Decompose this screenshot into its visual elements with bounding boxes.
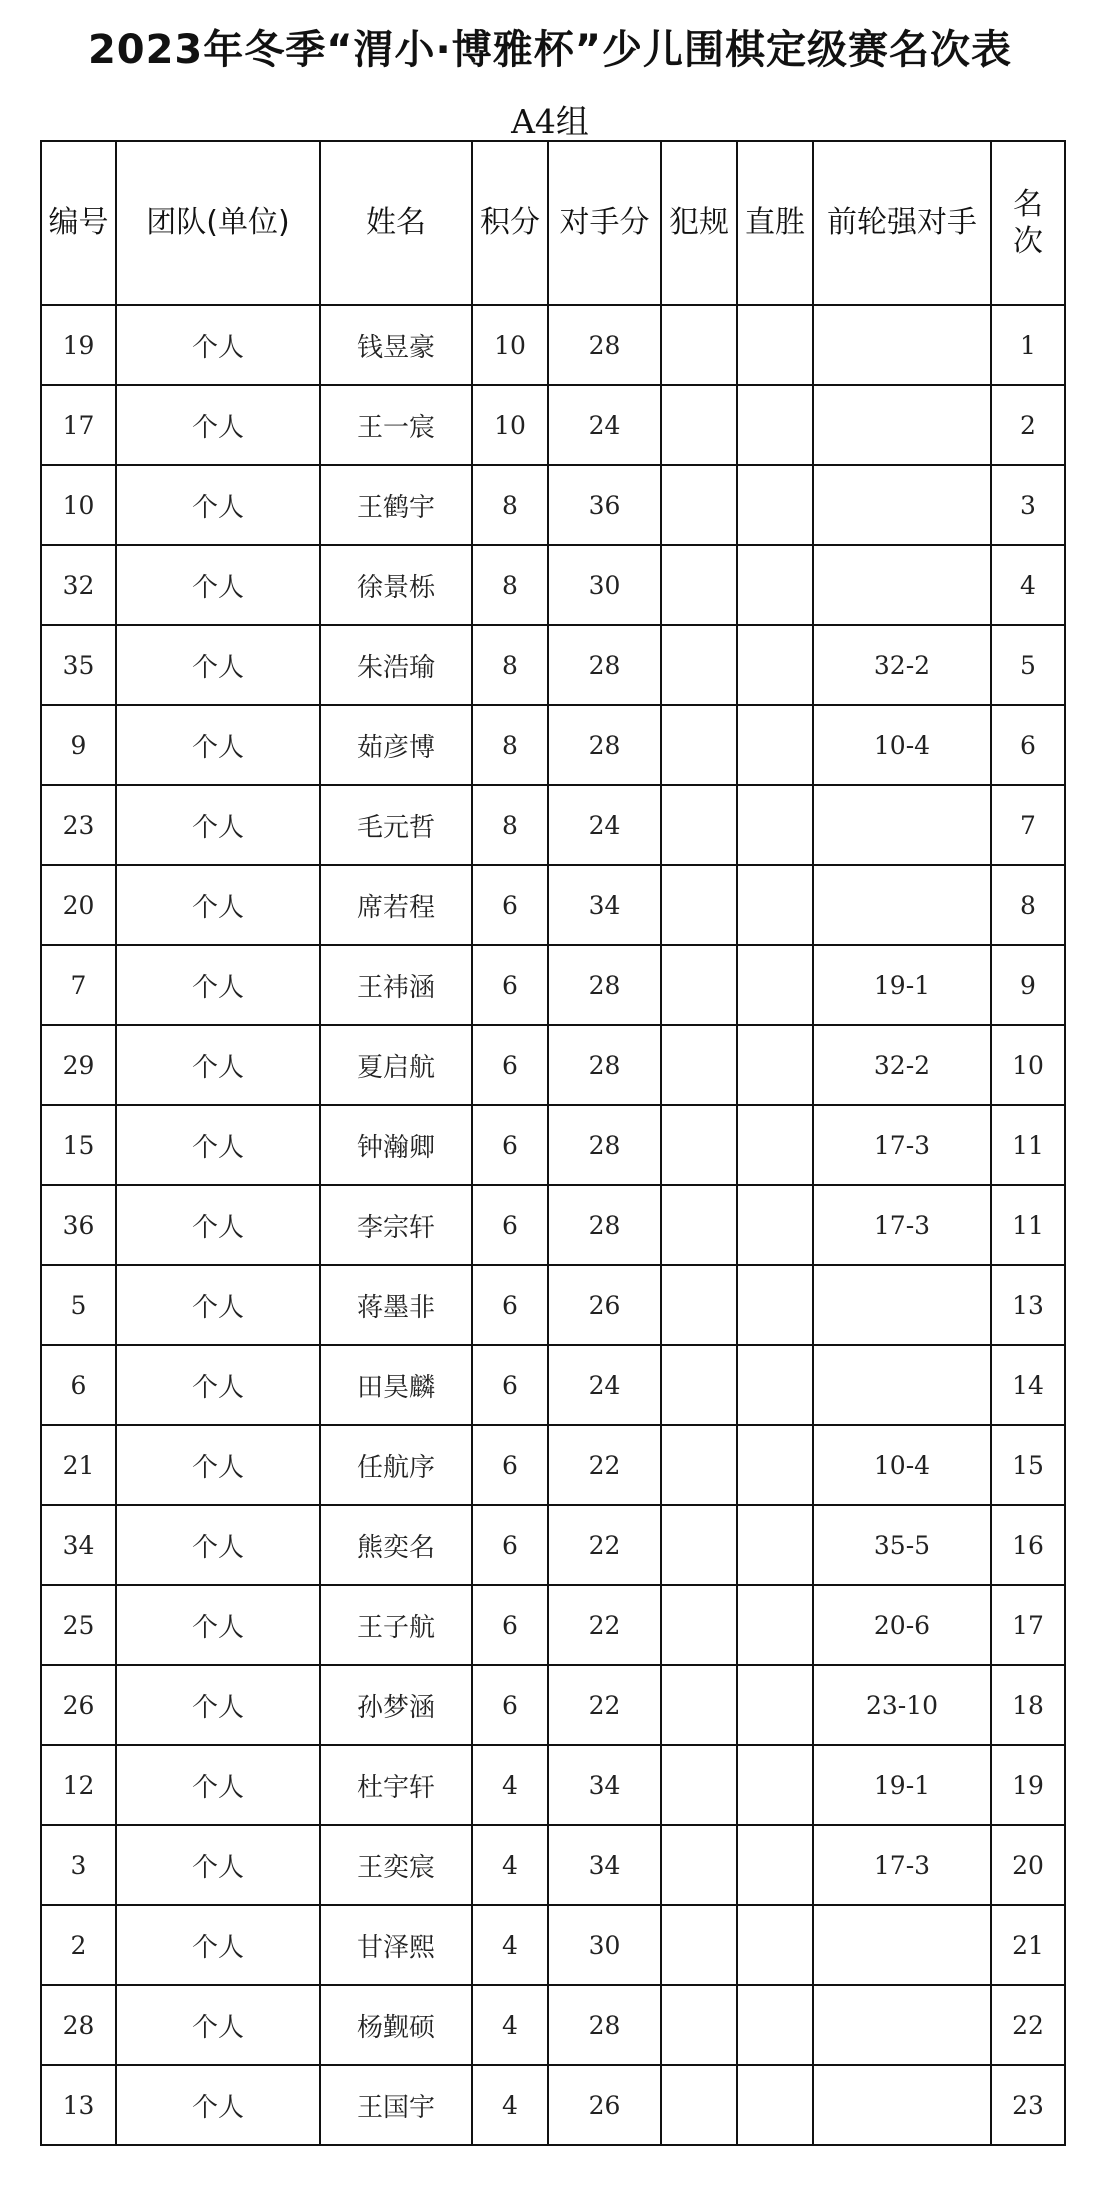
cell-team: 个人 bbox=[116, 465, 320, 545]
cell-score: 6 bbox=[472, 1185, 548, 1265]
cell-foul bbox=[661, 385, 737, 465]
cell-prev-strong: 10-4 bbox=[813, 1425, 991, 1505]
table-row bbox=[41, 1025, 1065, 1105]
cell-id: 2 bbox=[41, 1905, 116, 1985]
cell-prev-strong: 10-4 bbox=[813, 705, 991, 785]
cell-name: 李宗轩 bbox=[320, 1185, 472, 1265]
table-row bbox=[41, 305, 1065, 385]
cell-foul bbox=[661, 1265, 737, 1345]
cell-direct-win bbox=[737, 1185, 813, 1265]
cell-prev-strong: 17-3 bbox=[813, 1185, 991, 1265]
cell-direct-win bbox=[737, 1825, 813, 1905]
standings-table bbox=[40, 140, 1066, 2146]
cell-prev-strong: 32-2 bbox=[813, 625, 991, 705]
cell-foul bbox=[661, 465, 737, 545]
cell-score: 4 bbox=[472, 1745, 548, 1825]
cell-foul bbox=[661, 1025, 737, 1105]
cell-team: 个人 bbox=[116, 1905, 320, 1985]
col-header-direct-win: 直胜 bbox=[737, 141, 813, 305]
col-header-team: 团队(单位) bbox=[116, 141, 320, 305]
cell-team: 个人 bbox=[116, 1185, 320, 1265]
cell-score: 6 bbox=[472, 1505, 548, 1585]
cell-rank: 11 bbox=[991, 1185, 1065, 1265]
cell-prev-strong bbox=[813, 1345, 991, 1425]
table-row bbox=[41, 1905, 1065, 1985]
table-row bbox=[41, 945, 1065, 1025]
cell-id: 6 bbox=[41, 1345, 116, 1425]
cell-prev-strong bbox=[813, 545, 991, 625]
cell-id: 35 bbox=[41, 625, 116, 705]
cell-score: 8 bbox=[472, 705, 548, 785]
cell-prev-strong bbox=[813, 305, 991, 385]
table-row bbox=[41, 1505, 1065, 1585]
cell-foul bbox=[661, 1185, 737, 1265]
cell-direct-win bbox=[737, 1265, 813, 1345]
col-header-score: 积分 bbox=[472, 141, 548, 305]
cell-prev-strong bbox=[813, 1265, 991, 1345]
cell-name: 杜宇轩 bbox=[320, 1745, 472, 1825]
cell-score: 8 bbox=[472, 465, 548, 545]
cell-score: 4 bbox=[472, 2065, 548, 2145]
cell-score: 6 bbox=[472, 1585, 548, 1665]
cell-name: 夏启航 bbox=[320, 1025, 472, 1105]
cell-opp-score: 22 bbox=[548, 1665, 661, 1745]
cell-opp-score: 28 bbox=[548, 625, 661, 705]
cell-opp-score: 28 bbox=[548, 705, 661, 785]
cell-score: 8 bbox=[472, 785, 548, 865]
cell-direct-win bbox=[737, 1105, 813, 1185]
group-label: A4组 bbox=[511, 102, 589, 141]
cell-name: 杨觐硕 bbox=[320, 1985, 472, 2065]
table-row bbox=[41, 1265, 1065, 1345]
cell-name: 熊奕名 bbox=[320, 1505, 472, 1585]
cell-id: 26 bbox=[41, 1665, 116, 1745]
cell-direct-win bbox=[737, 865, 813, 945]
cell-id: 12 bbox=[41, 1745, 116, 1825]
cell-opp-score: 26 bbox=[548, 1265, 661, 1345]
cell-opp-score: 30 bbox=[548, 545, 661, 625]
cell-id: 20 bbox=[41, 865, 116, 945]
cell-team: 个人 bbox=[116, 305, 320, 385]
cell-direct-win bbox=[737, 1025, 813, 1105]
cell-team: 个人 bbox=[116, 1025, 320, 1105]
cell-name: 孙梦涵 bbox=[320, 1665, 472, 1745]
table-row bbox=[41, 1985, 1065, 2065]
cell-score: 10 bbox=[472, 385, 548, 465]
cell-name: 甘泽熙 bbox=[320, 1905, 472, 1985]
cell-direct-win bbox=[737, 1425, 813, 1505]
cell-foul bbox=[661, 1585, 737, 1665]
cell-foul bbox=[661, 625, 737, 705]
cell-id: 17 bbox=[41, 385, 116, 465]
standings-body bbox=[41, 305, 1065, 2145]
cell-opp-score: 34 bbox=[548, 865, 661, 945]
cell-name: 钱昱豪 bbox=[320, 305, 472, 385]
cell-prev-strong bbox=[813, 385, 991, 465]
cell-name: 任航序 bbox=[320, 1425, 472, 1505]
cell-prev-strong: 19-1 bbox=[813, 1745, 991, 1825]
table-row bbox=[41, 1345, 1065, 1425]
cell-score: 8 bbox=[472, 545, 548, 625]
cell-opp-score: 28 bbox=[548, 945, 661, 1025]
cell-opp-score: 22 bbox=[548, 1425, 661, 1505]
cell-team: 个人 bbox=[116, 1825, 320, 1905]
cell-team: 个人 bbox=[116, 1585, 320, 1665]
cell-rank: 22 bbox=[991, 1985, 1065, 2065]
cell-prev-strong: 23-10 bbox=[813, 1665, 991, 1745]
cell-id: 21 bbox=[41, 1425, 116, 1505]
cell-team: 个人 bbox=[116, 1105, 320, 1185]
cell-score: 6 bbox=[472, 1105, 548, 1185]
cell-score: 6 bbox=[472, 1025, 548, 1105]
cell-name: 朱浩瑜 bbox=[320, 625, 472, 705]
cell-name: 钟瀚卿 bbox=[320, 1105, 472, 1185]
table-row bbox=[41, 1585, 1065, 1665]
cell-team: 个人 bbox=[116, 2065, 320, 2145]
cell-opp-score: 24 bbox=[548, 385, 661, 465]
cell-id: 15 bbox=[41, 1105, 116, 1185]
cell-rank: 1 bbox=[991, 305, 1065, 385]
cell-direct-win bbox=[737, 1665, 813, 1745]
cell-team: 个人 bbox=[116, 1425, 320, 1505]
cell-id: 9 bbox=[41, 705, 116, 785]
cell-team: 个人 bbox=[116, 1745, 320, 1825]
cell-score: 6 bbox=[472, 1425, 548, 1505]
col-header-prev-strong: 前轮强对手 bbox=[813, 141, 991, 305]
cell-rank: 14 bbox=[991, 1345, 1065, 1425]
cell-direct-win bbox=[737, 2065, 813, 2145]
cell-team: 个人 bbox=[116, 545, 320, 625]
cell-rank: 10 bbox=[991, 1025, 1065, 1105]
cell-rank: 20 bbox=[991, 1825, 1065, 1905]
cell-rank: 23 bbox=[991, 2065, 1065, 2145]
cell-direct-win bbox=[737, 625, 813, 705]
cell-foul bbox=[661, 945, 737, 1025]
cell-name: 徐景栎 bbox=[320, 545, 472, 625]
header-row bbox=[41, 141, 1065, 305]
cell-score: 4 bbox=[472, 1985, 548, 2065]
cell-rank: 21 bbox=[991, 1905, 1065, 1985]
cell-name: 田昊麟 bbox=[320, 1345, 472, 1425]
cell-opp-score: 34 bbox=[548, 1825, 661, 1905]
cell-opp-score: 36 bbox=[548, 465, 661, 545]
table-row bbox=[41, 385, 1065, 465]
cell-prev-strong: 35-5 bbox=[813, 1505, 991, 1585]
cell-direct-win bbox=[737, 945, 813, 1025]
cell-rank: 16 bbox=[991, 1505, 1065, 1585]
table-row bbox=[41, 705, 1065, 785]
cell-prev-strong: 17-3 bbox=[813, 1825, 991, 1905]
cell-name: 王一宸 bbox=[320, 385, 472, 465]
cell-opp-score: 28 bbox=[548, 1025, 661, 1105]
cell-direct-win bbox=[737, 305, 813, 385]
cell-team: 个人 bbox=[116, 1665, 320, 1745]
cell-team: 个人 bbox=[116, 625, 320, 705]
cell-prev-strong bbox=[813, 2065, 991, 2145]
cell-name: 王子航 bbox=[320, 1585, 472, 1665]
cell-foul bbox=[661, 865, 737, 945]
cell-foul bbox=[661, 1345, 737, 1425]
cell-id: 10 bbox=[41, 465, 116, 545]
cell-id: 3 bbox=[41, 1825, 116, 1905]
cell-rank: 13 bbox=[991, 1265, 1065, 1345]
cell-foul bbox=[661, 2065, 737, 2145]
cell-rank: 9 bbox=[991, 945, 1065, 1025]
cell-name: 茹彦博 bbox=[320, 705, 472, 785]
cell-score: 6 bbox=[472, 945, 548, 1025]
cell-team: 个人 bbox=[116, 385, 320, 465]
cell-team: 个人 bbox=[116, 1985, 320, 2065]
cell-foul bbox=[661, 1745, 737, 1825]
cell-prev-strong bbox=[813, 465, 991, 545]
table-row bbox=[41, 2065, 1065, 2145]
cell-opp-score: 34 bbox=[548, 1745, 661, 1825]
cell-id: 25 bbox=[41, 1585, 116, 1665]
cell-score: 10 bbox=[472, 305, 548, 385]
cell-name: 王祎涵 bbox=[320, 945, 472, 1025]
cell-prev-strong bbox=[813, 865, 991, 945]
cell-score: 6 bbox=[472, 1265, 548, 1345]
cell-direct-win bbox=[737, 1745, 813, 1825]
cell-direct-win bbox=[737, 465, 813, 545]
cell-id: 7 bbox=[41, 945, 116, 1025]
col-header-id: 编号 bbox=[41, 141, 116, 305]
cell-direct-win bbox=[737, 1585, 813, 1665]
cell-foul bbox=[661, 1105, 737, 1185]
cell-opp-score: 24 bbox=[548, 785, 661, 865]
col-header-rank bbox=[991, 141, 1065, 305]
cell-team: 个人 bbox=[116, 705, 320, 785]
cell-id: 28 bbox=[41, 1985, 116, 2065]
cell-direct-win bbox=[737, 545, 813, 625]
cell-id: 5 bbox=[41, 1265, 116, 1345]
cell-direct-win bbox=[737, 1345, 813, 1425]
cell-rank: 6 bbox=[991, 705, 1065, 785]
cell-id: 36 bbox=[41, 1185, 116, 1265]
cell-direct-win bbox=[737, 1505, 813, 1585]
cell-rank: 3 bbox=[991, 465, 1065, 545]
cell-score: 4 bbox=[472, 1825, 548, 1905]
page-title: 2023年冬季“渭小·博雅杯”少儿围棋定级赛名次表 bbox=[87, 27, 1013, 73]
cell-foul bbox=[661, 1905, 737, 1985]
cell-prev-strong bbox=[813, 1905, 991, 1985]
cell-rank: 17 bbox=[991, 1585, 1065, 1665]
cell-foul bbox=[661, 1425, 737, 1505]
cell-foul bbox=[661, 1505, 737, 1585]
cell-rank: 8 bbox=[991, 865, 1065, 945]
cell-score: 8 bbox=[472, 625, 548, 705]
cell-foul bbox=[661, 545, 737, 625]
cell-score: 6 bbox=[472, 1345, 548, 1425]
cell-score: 6 bbox=[472, 1665, 548, 1745]
table-row bbox=[41, 1745, 1065, 1825]
cell-team: 个人 bbox=[116, 785, 320, 865]
cell-opp-score: 30 bbox=[548, 1905, 661, 1985]
cell-opp-score: 24 bbox=[548, 1345, 661, 1425]
table-row bbox=[41, 545, 1065, 625]
table-row bbox=[41, 785, 1065, 865]
cell-id: 23 bbox=[41, 785, 116, 865]
cell-direct-win bbox=[737, 385, 813, 465]
table-row bbox=[41, 1425, 1065, 1505]
cell-direct-win bbox=[737, 1985, 813, 2065]
cell-rank: 4 bbox=[991, 545, 1065, 625]
cell-opp-score: 28 bbox=[548, 1185, 661, 1265]
table-row bbox=[41, 1185, 1065, 1265]
col-header-name: 姓名 bbox=[320, 141, 472, 305]
table-row bbox=[41, 465, 1065, 545]
cell-rank: 5 bbox=[991, 625, 1065, 705]
cell-opp-score: 28 bbox=[548, 1985, 661, 2065]
cell-team: 个人 bbox=[116, 865, 320, 945]
cell-rank: 7 bbox=[991, 785, 1065, 865]
cell-name: 毛元哲 bbox=[320, 785, 472, 865]
cell-rank: 2 bbox=[991, 385, 1065, 465]
cell-team: 个人 bbox=[116, 1345, 320, 1425]
table-row bbox=[41, 1105, 1065, 1185]
cell-rank: 19 bbox=[991, 1745, 1065, 1825]
cell-direct-win bbox=[737, 785, 813, 865]
cell-prev-strong bbox=[813, 785, 991, 865]
cell-score: 4 bbox=[472, 1905, 548, 1985]
cell-name: 蒋墨非 bbox=[320, 1265, 472, 1345]
cell-score: 6 bbox=[472, 865, 548, 945]
cell-rank: 15 bbox=[991, 1425, 1065, 1505]
cell-foul bbox=[661, 1985, 737, 2065]
table-row bbox=[41, 1665, 1065, 1745]
table-row bbox=[41, 865, 1065, 945]
cell-name: 王鹤宇 bbox=[320, 465, 472, 545]
cell-foul bbox=[661, 305, 737, 385]
cell-id: 32 bbox=[41, 545, 116, 625]
cell-opp-score: 22 bbox=[548, 1585, 661, 1665]
cell-name: 王国宇 bbox=[320, 2065, 472, 2145]
cell-name: 王奕宸 bbox=[320, 1825, 472, 1905]
cell-team: 个人 bbox=[116, 1505, 320, 1585]
cell-prev-strong: 19-1 bbox=[813, 945, 991, 1025]
cell-foul bbox=[661, 1665, 737, 1745]
cell-opp-score: 26 bbox=[548, 2065, 661, 2145]
cell-prev-strong: 20-6 bbox=[813, 1585, 991, 1665]
table-row bbox=[41, 625, 1065, 705]
cell-opp-score: 28 bbox=[548, 305, 661, 385]
cell-foul bbox=[661, 705, 737, 785]
cell-id: 13 bbox=[41, 2065, 116, 2145]
cell-opp-score: 22 bbox=[548, 1505, 661, 1585]
cell-foul bbox=[661, 785, 737, 865]
cell-direct-win bbox=[737, 705, 813, 785]
cell-direct-win bbox=[737, 1905, 813, 1985]
cell-rank: 11 bbox=[991, 1105, 1065, 1185]
cell-prev-strong bbox=[813, 1985, 991, 2065]
cell-team: 个人 bbox=[116, 1265, 320, 1345]
rank-header-line1: 名 bbox=[1013, 186, 1043, 222]
col-header-opp-score: 对手分 bbox=[548, 141, 661, 305]
rank-header-line2: 次 bbox=[1013, 224, 1043, 259]
cell-id: 19 bbox=[41, 305, 116, 385]
cell-prev-strong: 32-2 bbox=[813, 1025, 991, 1105]
cell-opp-score: 28 bbox=[548, 1105, 661, 1185]
cell-foul bbox=[661, 1825, 737, 1905]
table-row bbox=[41, 1825, 1065, 1905]
cell-team: 个人 bbox=[116, 945, 320, 1025]
cell-prev-strong: 17-3 bbox=[813, 1105, 991, 1185]
cell-id: 29 bbox=[41, 1025, 116, 1105]
cell-name: 席若程 bbox=[320, 865, 472, 945]
cell-rank: 18 bbox=[991, 1665, 1065, 1745]
cell-id: 34 bbox=[41, 1505, 116, 1585]
col-header-foul: 犯规 bbox=[661, 141, 737, 305]
